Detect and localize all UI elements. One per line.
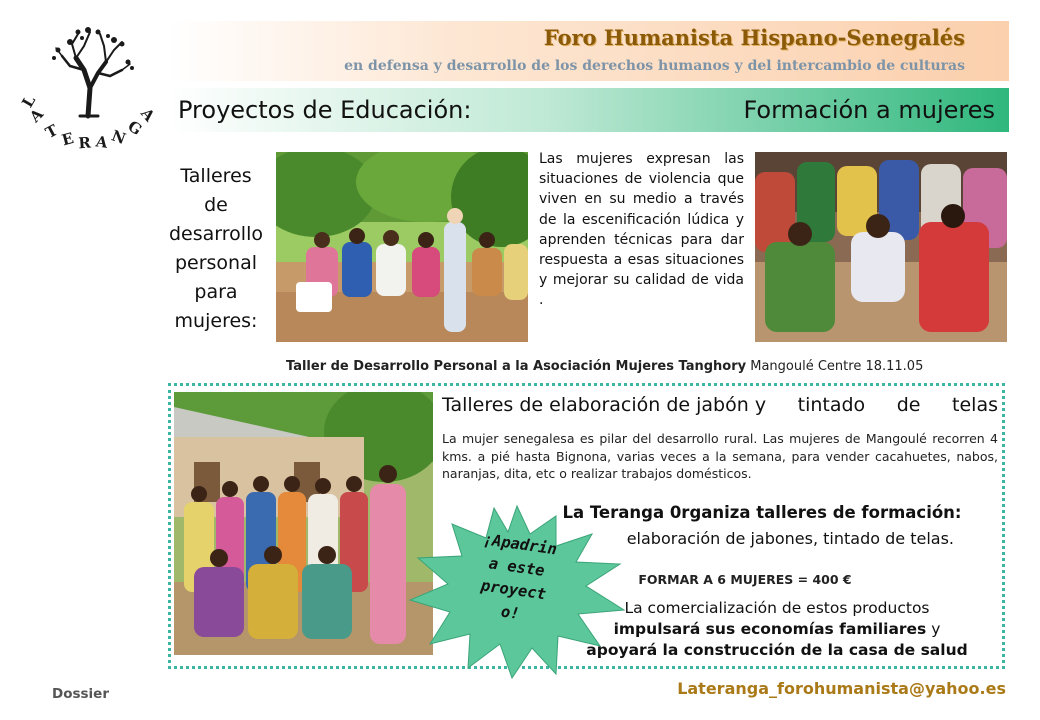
svg-text:A: A [94, 132, 109, 152]
workshop-heading [158, 162, 274, 336]
soap-heading-part: tintado [797, 394, 866, 416]
commerce-line: La comercialización de estos productos [624, 599, 930, 617]
workshop-heading-line: de [204, 194, 228, 216]
header-banner [168, 21, 1009, 81]
workshop-heading-line: personal [174, 252, 258, 274]
commerce-line-health: apoyará la construcción de la casa de salud [586, 641, 968, 659]
svg-text:G: G [124, 116, 146, 139]
sponsor-line: proyect [479, 576, 548, 604]
caption-location-date: Mangoulé Centre 18.11.05 [750, 359, 924, 374]
soap-heading-part: telas [952, 394, 998, 416]
la-teranga-logo [18, 18, 168, 153]
workshop-heading-line: desarrollo [169, 223, 263, 245]
soap-heading-part: Talleres de elaboración de jabón y [442, 394, 767, 416]
soap-workshop-description: La mujer senegalesa es pilar del desarrollo rural. Las mujeres de Mangoulé recorren 4 kms. a pié hasta Bignona, varias veces a la semana, para vender cacahuetes, nabos, naranjas, dita, etc o realizar trabajos domésticos. [442, 431, 998, 481]
sponsor-line: a este [487, 554, 546, 580]
soap-workshop-heading [442, 394, 998, 416]
sponsor-line: ¡Apadrin [481, 530, 559, 559]
organize-subtitle: elaboración de jabones, tintado de telas. [626, 529, 954, 548]
sponsor-call-to-action[interactable] [454, 526, 576, 632]
section-bar [168, 88, 1009, 132]
soap-heading-part: de [896, 394, 921, 416]
workshop-heading-line: mujeres: [174, 310, 258, 332]
svg-text:A: A [137, 104, 159, 126]
workshop-description: Las mujeres expresan las situaciones de violencia que viven en su medio a través de la escenificación lúdica y aprenden técnicas para dar respuesta a esas situaciones y mejorar su calidad de vida . [539, 151, 744, 309]
workshop-heading-line: Talleres [180, 165, 252, 187]
footer-dossier-label: Dossier [52, 686, 109, 702]
cost-line: FORMAR A 6 MUJERES = 400 € [638, 572, 852, 587]
workshop-photo-dramatization [755, 152, 1007, 342]
sponsor-line: o! [499, 602, 521, 623]
svg-text:N: N [109, 126, 129, 149]
caption-title: Taller de Desarrollo Personal a la Asociación Mujeres Tanghory [286, 359, 747, 374]
footer-email-link[interactable]: Lateranga_forohumanista@yahoo.es [677, 679, 1006, 698]
svg-text:E: E [59, 128, 76, 150]
photo-caption [286, 359, 923, 374]
workshop-heading-line: para [194, 281, 238, 303]
organization-subtitle: en defensa y desarrollo de los derechos humanos y del intercambio de culturas [344, 58, 965, 74]
svg-text:T: T [42, 121, 61, 143]
organization-title: Foro Humanista Hispano-Senegalés [543, 25, 965, 50]
svg-text:R: R [77, 133, 92, 153]
organize-heading: La Teranga 0rganiza talleres de formación: [562, 503, 962, 522]
soap-workshop-group-photo [174, 392, 433, 655]
commerce-emphasis: impulsará sus economías familiares [613, 620, 927, 638]
svg-text:A: A [25, 104, 47, 126]
section-title: Proyectos de Educación: [178, 96, 472, 124]
workshop-photo-outdoor [276, 152, 528, 342]
commerce-text: y [926, 620, 941, 638]
section-subject: Formación a mujeres [743, 96, 995, 124]
svg-text:L: L [18, 92, 40, 111]
